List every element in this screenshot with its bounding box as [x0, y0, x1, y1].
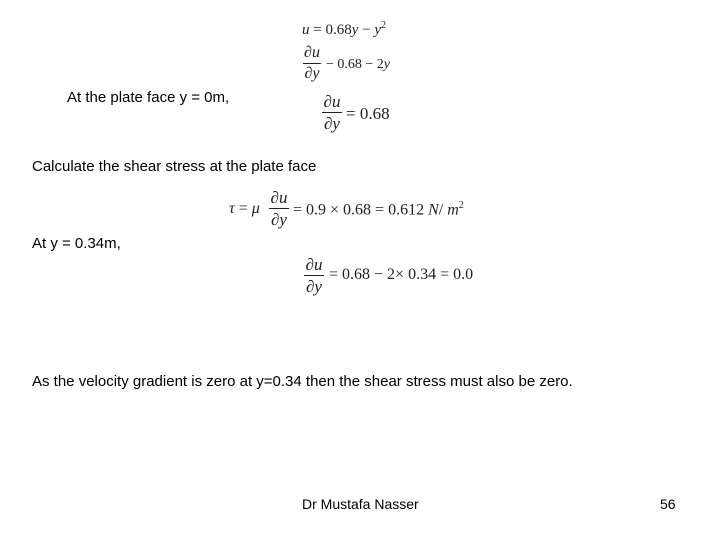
- gradient-rhs-y: y: [383, 57, 391, 72]
- gradient-rhs: [326, 57, 390, 73]
- at-034-label: At y = 0.34m,: [32, 235, 121, 252]
- unit-newton: N: [428, 201, 439, 219]
- plate-gradient-fraction: [322, 93, 342, 132]
- fraction-bar: [303, 63, 321, 64]
- shear-fraction: [269, 189, 289, 228]
- gradient-034-denominator: ∂y: [306, 277, 322, 296]
- unit-metre: m: [447, 201, 459, 219]
- gradient-034-numerator: ∂u: [305, 255, 323, 274]
- velocity-coef: 0.68: [325, 22, 352, 38]
- fraction-bar: [304, 275, 324, 276]
- gradient-034-rhs: = 0.68 − 2× 0.34 = 0.0: [329, 266, 474, 283]
- velocity-equation: [302, 20, 386, 39]
- velocity-lhs: u: [302, 22, 310, 38]
- unit-slash: /: [438, 201, 444, 219]
- page-number: 56: [660, 496, 676, 512]
- gradient-rhs-text: − 0.68 − 2: [326, 57, 384, 72]
- plate-gradient-rhs: = 0.68: [346, 104, 390, 123]
- velocity-exponent: 2: [381, 20, 387, 31]
- calc-shear-label: Calculate the shear stress at the plate face: [32, 158, 317, 175]
- velocity-y2: y: [374, 22, 382, 38]
- fraction-bar: [322, 112, 342, 113]
- equals-sign: =: [313, 22, 322, 38]
- plate-gradient-numerator: ∂u: [323, 92, 341, 111]
- tau-symbol: τ: [229, 200, 235, 217]
- footer-author: Dr Mustafa Nasser: [302, 496, 419, 512]
- mu-symbol: μ: [251, 200, 260, 217]
- shear-numerator: ∂u: [270, 188, 288, 207]
- gradient-denominator: ∂y: [304, 65, 320, 82]
- unit-exponent: 2: [458, 200, 464, 211]
- gradient-numerator: ∂u: [304, 44, 320, 61]
- shear-rhs: [293, 200, 464, 219]
- shear-lhs: [229, 200, 260, 218]
- velocity-y: y: [351, 22, 359, 38]
- plate-face-label: At the plate face y = 0m,: [67, 89, 230, 106]
- shear-equals: =: [238, 200, 248, 217]
- shear-rhs-text: = 0.9 × 0.68 = 0.612: [293, 201, 425, 219]
- plate-gradient-denominator: ∂y: [324, 114, 340, 133]
- velocity-minus: −: [362, 22, 371, 38]
- conclusion-text: As the velocity gradient is zero at y=0.34 then the shear stress must also be zero.: [32, 373, 573, 390]
- shear-denominator: ∂y: [271, 210, 287, 229]
- fraction-bar: [269, 208, 289, 209]
- gradient-fraction: [303, 45, 321, 82]
- gradient-034-fraction: [304, 256, 324, 295]
